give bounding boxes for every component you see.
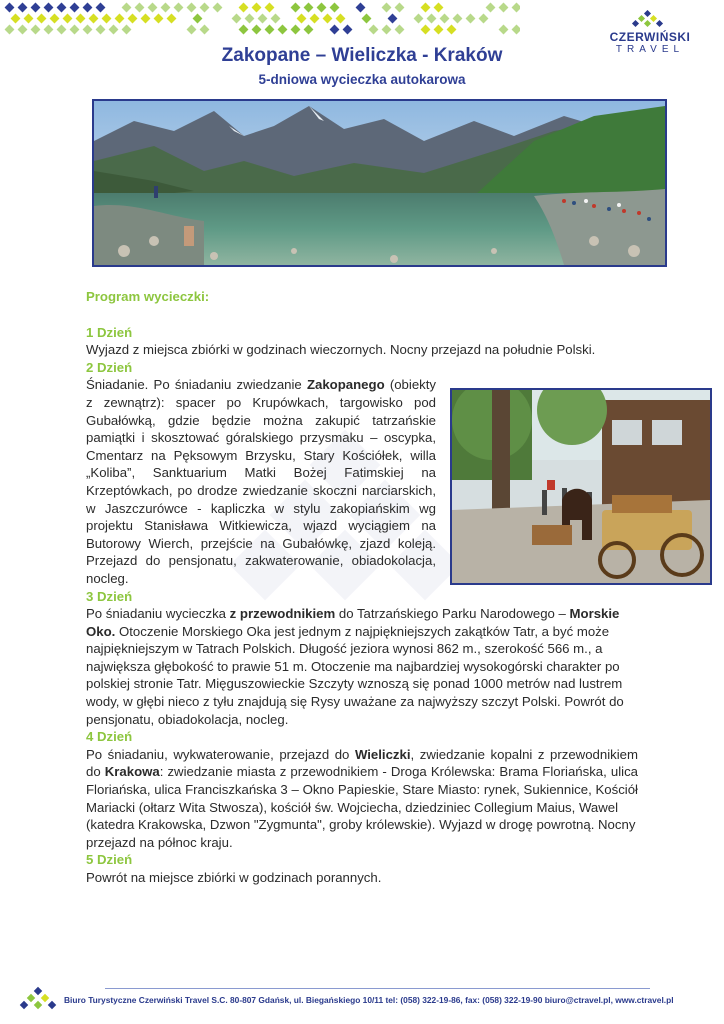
day4-text-part2: , zwiedzanie kopalni z przewodnikiem do <box>86 746 638 780</box>
header-diamond <box>356 3 366 13</box>
header-diamond <box>388 14 398 24</box>
header-diamond <box>421 3 431 13</box>
header-diamond <box>434 25 444 35</box>
day4-text-continued: (katedra Krakowska, Dzwon "Zygmunta", groby królewskie). Wyjazd w drogę powrotną. Nocny przejazd na północ kraju. <box>86 817 636 850</box>
footer-divider <box>105 988 650 989</box>
header-diamond <box>258 14 268 24</box>
header-diamond <box>161 3 171 13</box>
header-diamond <box>434 3 444 13</box>
header-diamond <box>486 3 496 13</box>
program-content <box>86 288 638 887</box>
footer-contact: Biuro Turystyczne Czerwiński Travel S.C. 80-807 Gdańsk, ul. Biegańskiego 10/11 tel: (058) 322-19-86, fax: (058) 322-19-90 biuro@ctravel.pl, www.ctravel.pl <box>64 995 674 1005</box>
header-diamond <box>304 3 314 13</box>
header-diamond <box>5 3 15 13</box>
header-diamond <box>18 3 28 13</box>
logo-name: CZERWIŃSKI <box>609 30 691 44</box>
day3-text <box>86 605 638 728</box>
day4-text <box>86 746 638 816</box>
header-diamond <box>336 14 346 24</box>
header-diamond <box>369 25 379 35</box>
day2-text-part2: (obiekty z zewnątrz): spacer po Krupówkach, targowisko pod Gubałówką, gdzie będzie można zakupić tatrzańskie pamiątki i skosztować góralskiego przysmaku – oscypka, Cmentarz na Pęksowym Brzysku, Stary Kościółek, willa „Koliba”, Sanktuarium Matki Bożej Fatimskiej na Krzeptówkach, po drodze zwiedzanie skoczni narciarskich, w Jaszczurówce - kapliczka w stylu zakopiańskim wg projektu Stanisława Witkiewicza, wjazd wyciągiem na Butorowy Wierch, przejście na Gubałówkę, zjazd koleją. Przejazd do pensjonatu, zakwaterowanie, obiadokolacja, nocleg. <box>86 377 436 586</box>
header-diamond <box>148 3 158 13</box>
day2-text-part1: Śniadanie. Po śniadaniu zwiedzanie <box>86 377 307 393</box>
logo-sub: TRAVEL <box>615 44 685 55</box>
day3-bold-morskie-oko: Morskie Oko. <box>86 606 620 639</box>
header-diamond <box>44 3 54 13</box>
day3-bold-guide: z przewodnikiem <box>229 606 336 622</box>
header-diamond <box>278 25 288 35</box>
logo-diamonds-icon <box>590 10 710 30</box>
header-diamond <box>109 25 119 35</box>
day5-text: Powrót na miejsce zbiórki w godzinach porannych. <box>86 870 382 885</box>
header-diamond <box>427 14 437 24</box>
header-diamond <box>304 25 314 35</box>
header-diamond <box>245 14 255 24</box>
header-diamond <box>466 14 476 24</box>
header-diamond <box>512 3 520 13</box>
page-subtitle: 5-dniowa wycieczka autokarowa <box>258 72 466 87</box>
day1-label: 1 Dzień <box>86 324 133 340</box>
header-diamond <box>115 14 125 24</box>
header-diamond <box>83 3 93 13</box>
header-diamond <box>499 25 509 35</box>
header-diamond <box>213 3 223 13</box>
header-diamond <box>323 14 333 24</box>
photo-spacer <box>448 379 638 586</box>
header-diamond <box>24 14 34 24</box>
header-diamond <box>31 25 41 35</box>
header-diamond <box>395 3 405 13</box>
header-diamond <box>70 3 80 13</box>
day3-text-part2: do Tatrzańskiego Parku Narodowego – <box>335 606 570 622</box>
header-diamond <box>362 14 372 24</box>
header-diamond <box>232 14 242 24</box>
header-diamond <box>154 14 164 24</box>
header-diamond <box>297 14 307 24</box>
header-diamond <box>512 25 520 35</box>
day4-text-part3: : zwiedzanie miasta z przewodnikiem - Droga Królewska: Brama Floriańska, ulica Floriańska, ulica Franciszkańska 3 – Okno Papieskie, Stare Miasto: rynek, Sukiennice, Kościół Mariacki (ołtarz Wita Stwosza), kościół św. Wojciecha, dziedziniec Collegium Maius, Wawel <box>86 764 638 815</box>
header-diamond <box>447 25 457 35</box>
header-diamond <box>291 25 301 35</box>
header-diamond <box>479 14 489 24</box>
day4-bold-krakow: Krakowa <box>104 764 160 780</box>
header-diamond <box>265 3 275 13</box>
header-diamond <box>57 25 67 35</box>
header-diamond <box>343 25 353 35</box>
header-diamond <box>453 14 463 24</box>
day5-label: 5 Dzień <box>86 852 133 868</box>
header-diamond <box>187 3 197 13</box>
header-diamond <box>44 25 54 35</box>
header-diamond <box>96 25 106 35</box>
header-diamond <box>317 3 327 13</box>
header-diamond <box>414 14 424 24</box>
header-diamond <box>141 14 151 24</box>
header-diamond <box>57 3 67 13</box>
header-diamond <box>89 14 99 24</box>
header-diamond <box>128 14 138 24</box>
header-diamond <box>18 25 28 35</box>
header-diamond <box>193 14 203 24</box>
header-diamond <box>102 14 112 24</box>
day3-text-part3: Otoczenie Morskiego Oka jest jednym z najpiękniejszych zakątków Tatr, a być może najpiękniejszym w Tatrach Polskich. Długość jeziora wynosi 862 m., szerokość 566 m., a największa głębokość to prawie 51 m. Otoczenie ma najbardziej wysokogórski charakter po polskiej stronie Tatr. Mięguszowieckie Szczyty wznoszą się ponad 1000 metrów nad lustrem wody, w głębi nieco z tyłu znajdują się Rysy uważane za najwyższy szczyt Polski. Powrót do pensjonatu, obiadokolacja, nocleg. <box>86 623 624 727</box>
header-diamond <box>174 3 184 13</box>
header-diamond <box>167 14 177 24</box>
header-diamond <box>440 14 450 24</box>
day1-text: Wyjazd z miejsca zbiórki w godzinach wieczornych. Nocny przejazd na południe Polski. <box>86 342 596 358</box>
header-diamond <box>421 25 431 35</box>
header-diamond <box>271 14 281 24</box>
header-diamond <box>31 3 41 13</box>
footer-diamonds-icon <box>18 986 58 1012</box>
header-diamond <box>239 25 249 35</box>
day4-label: 4 Dzień <box>86 729 133 745</box>
header-diamond <box>50 14 60 24</box>
header-diamond <box>200 25 210 35</box>
header-diamond <box>187 25 197 35</box>
header-diamond <box>382 3 392 13</box>
header-diamond-pattern <box>0 0 520 40</box>
header-diamond <box>76 14 86 24</box>
header-diamond <box>330 3 340 13</box>
day3-text-part1: Po śniadaniu wycieczka <box>86 606 230 622</box>
day4-bold-wieliczka: Wieliczki <box>354 746 411 762</box>
header-diamond <box>96 3 106 13</box>
hero-photo <box>92 99 667 267</box>
day2-label: 2 Dzień <box>86 359 133 375</box>
header-diamond <box>382 25 392 35</box>
header-diamond <box>122 3 132 13</box>
header-diamond <box>499 3 509 13</box>
header-diamond <box>63 14 73 24</box>
header-diamond <box>37 14 47 24</box>
header-diamond <box>310 14 320 24</box>
day2-bold-zakopane: Zakopanego <box>306 377 385 393</box>
page-title: Zakopane – Wieliczka - Kraków <box>221 45 503 66</box>
header-diamond <box>252 25 262 35</box>
header-diamond <box>70 25 80 35</box>
header-diamond <box>122 25 132 35</box>
header-diamond <box>135 3 145 13</box>
day4-text-part1: Po śniadaniu, wykwaterowanie, przejazd do <box>86 746 355 762</box>
header-diamond <box>395 25 405 35</box>
header-diamond <box>11 14 21 24</box>
header-diamond <box>291 3 301 13</box>
day3-label: 3 Dzień <box>86 588 133 604</box>
header-diamond <box>239 3 249 13</box>
header-diamond <box>83 25 93 35</box>
program-heading: Program wycieczki: <box>86 289 210 304</box>
header-diamond <box>265 25 275 35</box>
header-diamond <box>200 3 210 13</box>
header-diamond <box>252 3 262 13</box>
header-diamond <box>5 25 15 35</box>
header-diamond <box>330 25 340 35</box>
mountain-lake-illustration <box>94 101 665 265</box>
